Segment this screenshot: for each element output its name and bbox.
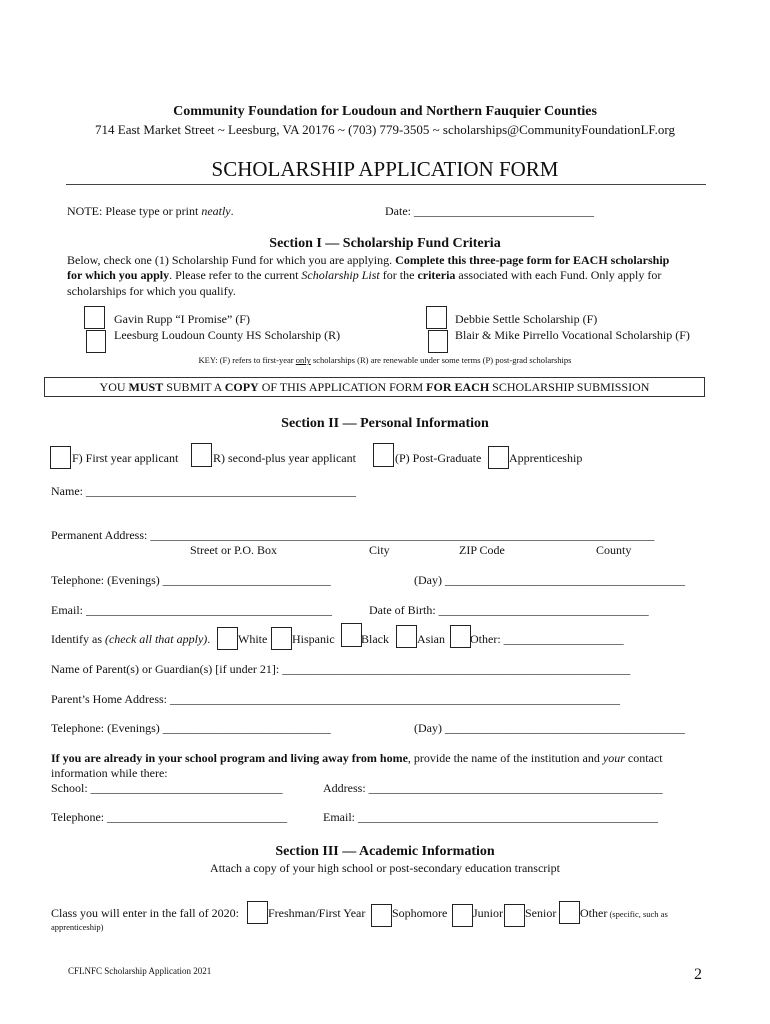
address-street-caption: Street or P.O. Box: [190, 543, 277, 557]
copy-banner: YOU MUST SUBMIT A COPY OF THIS APPLICATION FORM FOR EACH SCHOLARSHIP SUBMISSION: [44, 377, 705, 397]
parent-telephone-day-field[interactable]: (Day) ________________________________________: [414, 721, 685, 735]
email-field[interactable]: Email: _________________________________________: [51, 603, 332, 617]
class-freshman-checkbox[interactable]: [247, 901, 268, 924]
parent-address-field[interactable]: Parent’s Home Address: ___________________________________________________________________________: [51, 692, 620, 706]
telephone-evening-field[interactable]: Telephone: (Evenings) ____________________________: [51, 573, 331, 587]
title-rule: [66, 184, 706, 185]
section2-title: Section II — Personal Information: [281, 416, 489, 431]
applicant-apprentice-label: Apprenticeship: [509, 451, 583, 465]
footer-text: CFLNFC Scholarship Application 2021: [68, 966, 212, 976]
fund-checkbox-1[interactable]: [84, 306, 105, 329]
key-text: KEY: (F) refers to first-year only scholarships (R) are renewable under some terms (P) post-grad scholarships: [198, 355, 572, 365]
section3-title: Section III — Academic Information: [275, 844, 495, 859]
org-name: Community Foundation for Loudoun and Northern Fauquier Counties: [173, 104, 597, 119]
ethnicity-asian-checkbox[interactable]: [396, 625, 417, 648]
class-label: Class you will enter in the fall of 2020:: [51, 906, 239, 920]
fund-checkbox-4[interactable]: [428, 330, 448, 353]
applicant-apprentice-checkbox[interactable]: [488, 446, 509, 469]
ethnicity-hispanic-label: Hispanic: [292, 632, 335, 646]
applicant-first-label: F) First year applicant: [72, 451, 179, 465]
address-city-caption: City: [369, 543, 390, 557]
class-freshman-label: Freshman/First Year: [268, 906, 366, 920]
ethnicity-black-label: Black: [361, 632, 389, 646]
away-instruction-2: information while there:: [51, 766, 168, 780]
class-other-note: apprenticeship): [51, 922, 104, 932]
address-zip-caption: ZIP Code: [459, 543, 505, 557]
applicant-post-label: (P) Post-Graduate: [395, 451, 482, 465]
ethnicity-white-checkbox[interactable]: [217, 627, 238, 650]
class-other-label: Other (specific, such as: [580, 906, 668, 920]
page-number: 2: [694, 966, 702, 983]
away-instruction: If you are already in your school program and living away from home, provide the name of the institution and your contact: [51, 751, 663, 765]
section1-line3: scholarships for which you qualify.: [67, 284, 236, 298]
class-junior-label: Junior: [473, 906, 503, 920]
applicant-second-checkbox[interactable]: [191, 443, 212, 467]
identify-label: Identify as (check all that apply).: [51, 632, 211, 646]
fund-label-2: Leesburg Loudoun County HS Scholarship (R): [114, 328, 341, 342]
ethnicity-other-field[interactable]: Other: ____________________: [470, 632, 624, 646]
telephone-day-field[interactable]: (Day) ________________________________________: [414, 573, 685, 587]
school-telephone-field[interactable]: Telephone: ______________________________: [51, 810, 288, 824]
fund-checkbox-3[interactable]: [426, 306, 447, 329]
ethnicity-hispanic-checkbox[interactable]: [271, 627, 292, 650]
fund-label-1: Gavin Rupp “I Promise” (F): [114, 312, 250, 326]
ethnicity-black-checkbox[interactable]: [341, 623, 362, 647]
name-field[interactable]: Name: _____________________________________________: [51, 484, 356, 498]
ethnicity-white-label: White: [238, 632, 268, 646]
applicant-post-checkbox[interactable]: [373, 443, 394, 467]
ethnicity-asian-label: Asian: [417, 632, 445, 646]
ethnicity-other-checkbox[interactable]: [450, 625, 471, 648]
section1-title: Section I — Scholarship Fund Criteria: [269, 236, 501, 251]
parent-telephone-evening-field[interactable]: Telephone: (Evenings) ____________________________: [51, 721, 331, 735]
class-junior-checkbox[interactable]: [452, 904, 473, 927]
parent-name-field[interactable]: Name of Parent(s) or Guardian(s) [if under 21]: __________________________________________________________: [51, 662, 631, 676]
section3-subtitle: Attach a copy of your high school or post-secondary education transcript: [210, 861, 560, 875]
class-other-checkbox[interactable]: [559, 901, 580, 924]
address-county-caption: County: [596, 543, 632, 557]
fund-label-3: Debbie Settle Scholarship (F): [455, 312, 598, 326]
form-title: SCHOLARSHIP APPLICATION FORM: [211, 157, 559, 181]
section1-line2: for which you apply. Please refer to the current Scholarship List for the criteria associated with each Fund. Only apply for: [67, 268, 662, 282]
address-field[interactable]: Permanent Address: ____________________________________________________________________________________: [51, 528, 655, 542]
section1-line1: Below, check one (1) Scholarship Fund for which you are applying. Complete this three-page form for EACH scholarship: [67, 253, 670, 267]
date-field[interactable]: Date: ______________________________: [385, 204, 594, 218]
school-field[interactable]: School: ________________________________: [51, 781, 283, 795]
class-sophomore-label: Sophomore: [392, 906, 448, 920]
school-email-field[interactable]: Email: __________________________________________________: [323, 810, 658, 824]
fund-checkbox-2[interactable]: [86, 330, 106, 353]
fund-label-4: Blair & Mike Pirrello Vocational Scholarship (F): [455, 328, 690, 342]
school-address-field[interactable]: Address: _________________________________________________: [323, 781, 663, 795]
dob-field[interactable]: Date of Birth: ___________________________________: [369, 603, 649, 617]
org-contact: 714 East Market Street ~ Leesburg, VA 20176 ~ (703) 779-3505 ~ scholarships@CommunityFoundationLF.org: [95, 122, 675, 137]
class-senior-checkbox[interactable]: [504, 904, 525, 927]
class-sophomore-checkbox[interactable]: [371, 904, 392, 927]
class-senior-label: Senior: [525, 906, 557, 920]
applicant-first-checkbox[interactable]: [50, 446, 71, 469]
applicant-second-label: R) second-plus year applicant: [213, 451, 356, 465]
note-text: NOTE: Please type or print neatly.: [67, 204, 234, 218]
